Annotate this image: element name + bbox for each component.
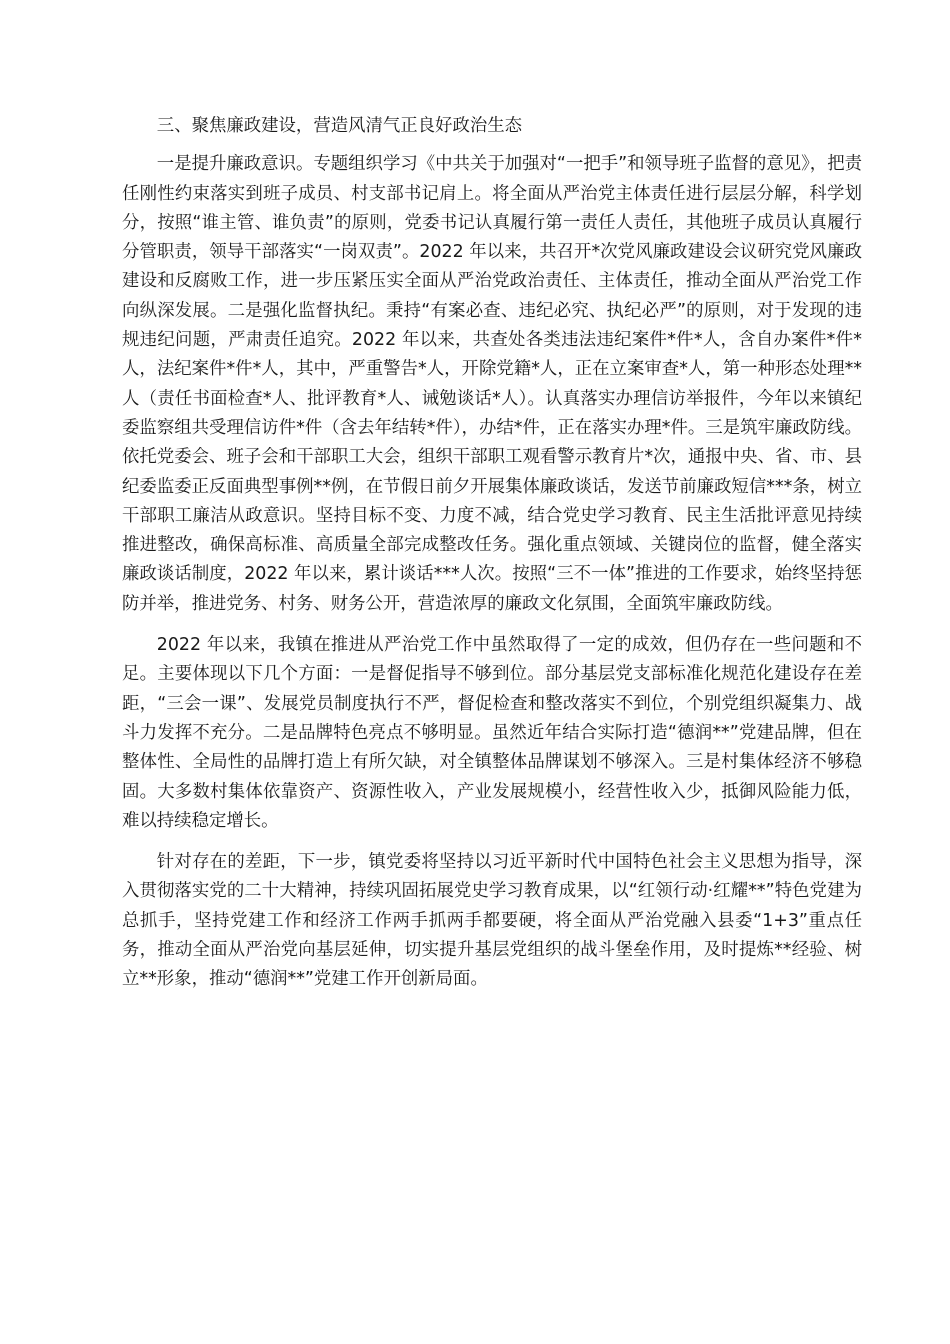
paragraph-problems: 2022 年以来，我镇在推进从严治党工作中虽然取得了一定的成效，但仍存在一些问题和不足。主要体现以下几个方面：一是督促指导不够到位。部分基层党支部标准化规范化建设存在差距，“三会一课”、发展党员制度执行不严，督促检查和整改落实不到位，个别党组织凝集力、战斗力发挥不充分。二是品牌特色亮点不够明显。虽然近年结合实际打造“德润**”党建品牌，但在整体性、全局性的品牌打造上有所欠缺，对全镇整体品牌谋划不够深入。三是村集体经济不够稳固。大多数村集体依靠资产、资源性收入，产业发展规模小，经营性收入少，抵御风险能力低，难以持续稳定增长。: [122, 635, 862, 831]
paragraph-anti-corruption: 一是提升廉政意识。专题组织学习《中共关于加强对“一把手”和领导班子监督的意见》，把责任刚性约束落实到班子成员、村支部书记肩上。将全面从严治党主体责任进行层层分解，科学划分，按照“谁主管、谁负责”的原则，党委书记认真履行第一责任人责任，其他班子成员认真履行分管职责，领导干部落实“一岗双责”。2022 年以来，共召开*次党风廉政建设会议研究党风廉政建设和反腐败工作，进一步压紧压实全面从严治党政治责任、主体责任，推动全面从严治党工作向纵深发展。二是强化监督执纪。秉持“有案必查、违纪必究、执纪必严”的原则，对于发现的违规违纪问题，严肃责任追究。2022 年以来，共查处各类违法违纪案件*件*人，含自办案件*件*人，法纪案件*件*人，其中，严重警告*人，开除党籍*人，正在立案审查*人，第一种形态处理**人（责任书面检查*人、批评教育*人、诫勉谈话*人）。认真落实办理信访举报件，今年以来镇纪委监察组共受理信访件*件（含去年结转*件），办结*件，正在落实办理*件。三是筑牢廉政防线。依托党委会、班子会和干部职工大会，组织干部职工观看警示教育片*次，通报中央、省、市、县纪委监委正反面典型事例**例，在节假日前夕开展集体廉政谈话，发送节前廉政短信***条，树立干部职工廉洁从政意识。坚持目标不变、力度不减，结合党史学习教育、民主生活批评意见持续推进整改，确保高标准、高质量全部完成整改任务。强化重点领域、关键岗位的监督，健全落实廉政谈话制度，2022 年以来，累计谈话***人次。按照“三不一体”推进的工作要求，始终坚持惩防并举，推进党务、村务、财务公开，营造浓厚的廉政文化氛围，全面筑牢廉政防线。: [122, 154, 862, 614]
section-heading: 三、聚焦廉政建设，营造风清气正良好政治生态: [156, 116, 523, 136]
paragraph-next-steps: 针对存在的差距，下一步，镇党委将坚持以习近平新时代中国特色社会主义思想为指导，深入贯彻落实党的二十大精神，持续巩固拓展党史学习教育成果，以“红领行动·红耀**”特色党建为总抓手，坚持党建工作和经济工作两手抓两手都要硬，将全面从严治党融入县委“1+3”重点任务，推动全面从严治党向基层延伸，切实提升基层党组织的战斗堡垒作用，及时提炼**经验、树立**形象，推动“德润**”党建工作开创新局面。: [122, 852, 862, 990]
document-body: [122, 112, 862, 1007]
